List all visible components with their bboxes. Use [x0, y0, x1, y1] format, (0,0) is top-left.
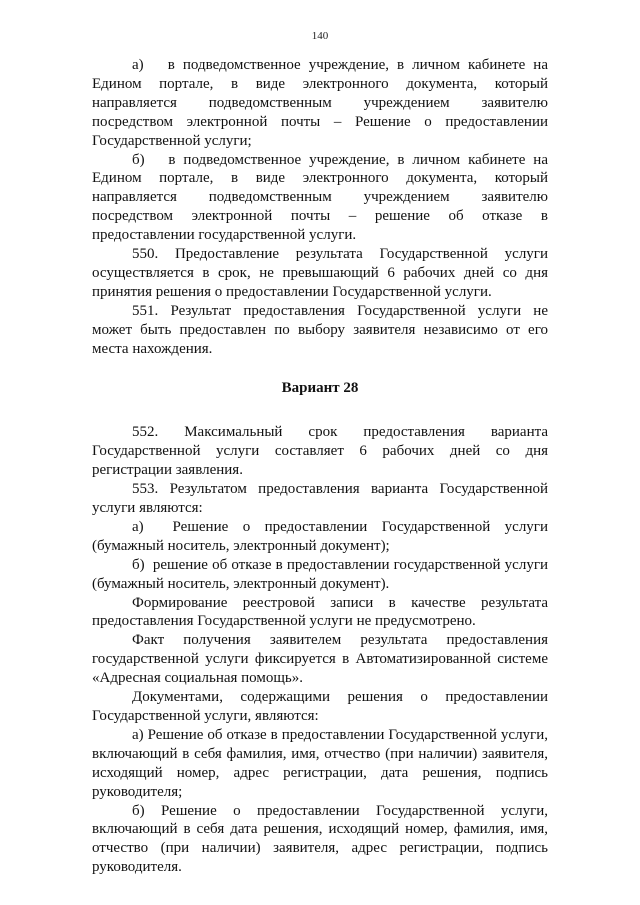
paragraph-registry-record: Формирование реестровой записи в качестве результата предоставления Государственной услуги не предусмотрено.	[92, 594, 548, 630]
paragraph-553-b: б) решение об отказе в предоставлении государственной услуги (бумажный носитель, электронный документ).	[92, 556, 548, 592]
page-number: 140	[311, 30, 329, 42]
paragraph-documents: Документами, содержащими решения о предоставлении Государственной услуги, являются:	[92, 689, 548, 724]
paragraph-b-electronic-refusal: б) в подведомственное учреждение, в личном кабинете на Едином портале, в виде электронного документа, который направляется подведомственным учреждением заявителю посредством электронной почты – решение об отказе в предоставлении государственной услуги.	[92, 151, 548, 244]
paragraph-receipt-fact: Факт получения заявителем результата предоставления государственной услуги фиксируется в Автоматизированной системе «Адресная социальная помощь».	[92, 632, 548, 687]
paragraph-553-a: а) Решение о предоставлении Государственной услуги (бумажный носитель, электронный документ);	[92, 518, 548, 554]
paragraph-documents-a: а) Решение об отказе в предоставлении Государственной услуги, включающий в себя фамилия, имя, отчество (при наличии) заявителя, исходящий номер, адрес регистрации, дата решения, подпись руководителя;	[92, 726, 548, 800]
paragraph-553: 553. Результатом предоставления варианта Государственной услуги являются:	[92, 481, 548, 517]
paragraph-a-electronic-decision: а) в подведомственное учреждение, в личном кабинете на Едином портале, в виде электронного документа, который направляется подведомственным учреждением заявителю посредством электронной почты – Решение о предоставлении Государственной услуги;	[92, 57, 548, 149]
paragraph-551: 551. Результат предоставления Государственной услуги не может быть предоставлен по выбору заявителя независимо от его места нахождения.	[92, 302, 548, 357]
document-body	[92, 56, 548, 877]
paragraph-documents-b: б) Решение о предоставлении Государственной услуги, включающий в себя дата решения, исходящий номер, фамилия, имя, отчество (при наличии) заявителя, адрес регистрации, подпись руководителя.	[92, 802, 548, 876]
paragraph-550: 550. Предоставление результата Государственной услуги осуществляется в срок, не превышающий 6 рабочих дней со дня принятия решения о предоставлении Государственной услуги.	[92, 246, 548, 300]
paragraph-552: 552. Максимальный срок предоставления варианта Государственной услуги составляет 6 рабочих дней со дня регистрации заявления.	[92, 424, 548, 479]
variant-heading: Вариант 28	[281, 379, 359, 396]
